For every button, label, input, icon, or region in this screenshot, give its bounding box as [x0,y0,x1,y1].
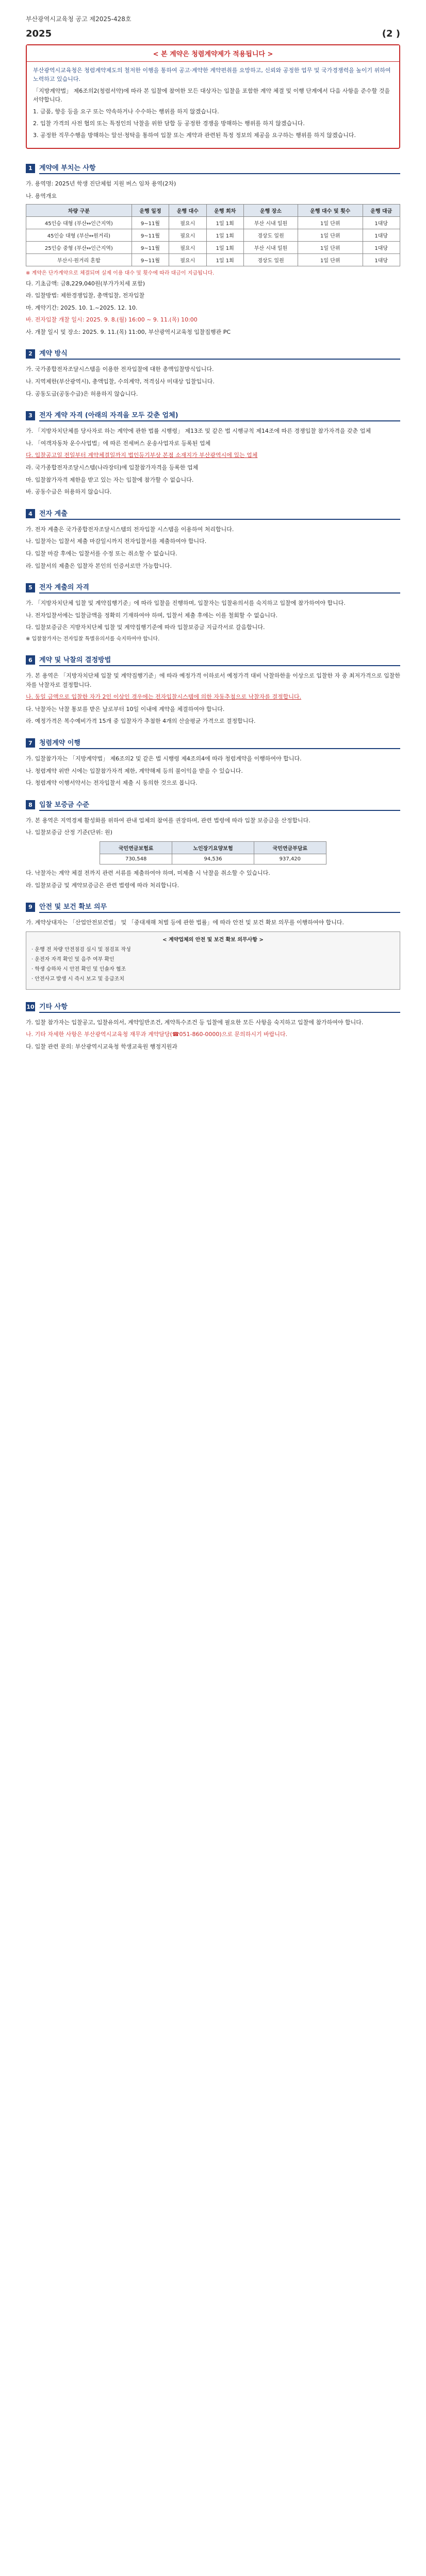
section-10-head [26,1001,400,1013]
s4-line3: 다. 입찰 마감 후에는 입찰서를 수정 또는 취소할 수 없습니다. [26,550,177,557]
s1-note1: ※ 계약은 단가계약으로 체결되며 실제 이용 대수 및 횟수에 따라 대금이 지급됩니다. [26,270,215,276]
s5-line3: 다. 입찰보증금은 지방자치단체 입찰 및 계약집행기준에 따라 입찰보증금 지급각서로 갈음합니다. [26,624,265,631]
section-number: 5 [26,583,35,592]
section-number: 6 [26,655,35,665]
table-cell: 필요시 [169,241,206,253]
section-number: 4 [26,509,35,518]
table-cell: 9~11월 [132,253,169,266]
box-item: · 운행 전 차량 안전점검 실시 및 점검표 작성 [31,946,131,953]
s9-line1: 가. 계약상대자는 「산업안전보건법」 및 「중대재해 처벌 등에 관한 법률」에 따라 안전 및 보건 확보 의무를 이행하여야 합니다. [26,919,344,926]
table-header: 운행 회차 [206,204,243,216]
section-1-head [26,162,400,174]
section-number: 7 [26,738,35,748]
s1-line2: 나. 용역개요 [26,192,57,199]
table-row [26,229,400,241]
table-header-row [26,204,400,216]
s4-line2: 나. 입찰자는 입찰서 제출 마감일시까지 전자입찰서를 제출하여야 합니다. [26,538,207,545]
s7-line1: 가. 입찰참가자는 「지방계약법」 제6조의2 및 같은 법 시행령 제4조의4에 따라 청렴계약을 이행하여야 합니다. [26,755,302,762]
notice-p1: 부산광역시교육청은 청렴계약제도의 철저한 이행을 통하여 공고·계약한 계약편취를 요망하고, 신뢰와 공정한 업무 및 국가경쟁력을 높이기 위하여 노력하고 있습니다. [33,67,391,83]
s8-line3: 다. 낙찰자는 계약 체결 전까지 관련 서류를 제출하여야 하며, 미제출 시 낙찰을 취소할 수 있습니다. [26,869,270,876]
table-cell: 1대당 [363,253,400,266]
table-header: 노인장기요양보험 [172,841,254,854]
section-title: 안전 및 보건 확보 의무 [39,901,400,913]
table-cell: 1일 1회 [206,216,243,229]
table-row [26,241,400,253]
section-number: 9 [26,903,35,912]
table-header: 운행 일정 [132,204,169,216]
table-cell: 9~11월 [132,216,169,229]
section-title: 전자 계약 자격 (아래의 자격을 모두 갖춘 업체) [39,410,400,421]
insurance-table [100,841,326,865]
section-number: 3 [26,411,35,420]
table-cell: 730,548 [100,854,172,864]
box-item: · 학생 승하차 시 안전 확인 및 인솔자 협조 [31,966,126,972]
section-1 [26,162,400,336]
section-2 [26,348,400,398]
s5-note1: ※ 입찰참가자는 전자입찰 특별유의서를 숙지하여야 합니다. [26,636,160,642]
service-table [26,204,400,266]
table-cell: 경상도 일원 [243,253,298,266]
table-cell: 45인승 대형 (부산↔인근지역) [26,216,132,229]
s4-line1: 가. 전자 계출은 국가종합전자조달시스템의 전자입찰 시스템을 이용하여 처리합니다. [26,526,234,533]
table-cell: 1일 1회 [206,241,243,253]
table-cell: 937,420 [254,854,326,864]
table-cell: 1일 단위 [298,229,363,241]
section-9 [26,901,400,990]
section-6-head [26,654,400,666]
table-header: 운행 장소 [243,204,298,216]
section-title: 계약 및 낙찰의 결정방법 [39,654,400,666]
s7-line2: 나. 청렴계약 위반 시에는 입찰참가자격 제한, 계약해제 등의 불이익을 받을 수 있습니다. [26,767,243,774]
section-number: 10 [26,1002,35,1011]
s1-line7: 사. 개찰 일시 및 장소: 2025. 9. 11.(목) 11:00, 부산광역시교육청 입찰집행관 PC [26,328,231,335]
table-header: 운행 대금 [363,204,400,216]
agency-line: 부산광역시교육청 공고 제2025-428호 [26,15,132,23]
s3-line2: 나. 「여객자동차 운수사업법」에 따른 전세버스 운송사업자로 등록된 업체 [26,439,211,447]
s6-line2: 나. 동일 금액으로 입찰한 자가 2인 이상인 경우에는 전자입찰시스템에 의한 자동추첨으로 낙찰자를 결정합니다. [26,693,302,701]
table-cell: 필요시 [169,229,206,241]
s1-line5: 마. 계약기간: 2025. 10. 1.~2025. 12. 10. [26,304,138,311]
section-5 [26,582,400,643]
s6-line4: 라. 예정가격은 복수예비가격 15개 중 입찰자가 추첨한 4개의 산술평균 가격으로 결정합니다. [26,718,256,725]
s1-line1: 가. 용역명: 2025년 학생 진단체험 지원 버스 임차 용역(2차) [26,180,176,188]
s8-line4: 라. 입찰보증금 및 계약보증금은 관련 법령에 따라 처리합니다. [26,882,179,889]
table-cell: 1일 단위 [298,216,363,229]
table-row [26,253,400,266]
section-title: 전자 계출의 자격 [39,582,400,594]
table-cell: 1대당 [363,229,400,241]
table-cell: 9~11월 [132,241,169,253]
s2-line1: 가. 국가종합전자조달시스템을 이용한 전자입찰에 대한 총액입찰방식입니다. [26,366,214,373]
s3-line3: 다. 입찰공고일 전일부터 계약체결일까지 법인등기부상 본점 소재지가 부산광역시에 있는 업체 [26,452,258,459]
table-header: 국민연금부담료 [254,841,326,854]
table-cell: 경상도 일원 [243,229,298,241]
table-cell: 1일 1회 [206,229,243,241]
s2-line3: 다. 공동도급(공동수급)은 허용하지 않습니다. [26,390,138,397]
s2-line2: 나. 지역제한(부산광역시), 총액입찰, 수의계약, 적격심사 미대상 입찰입니다. [26,378,215,385]
section-5-head [26,582,400,594]
notice-title: < 본 계약은 청렴계약제가 적용됩니다 > [27,45,399,62]
section-4-head [26,508,400,520]
table-row [100,854,326,864]
s5-line1: 가. 「지방자치단체 입찰 및 계약집행기준」에 따라 입찰을 진행하며, 입찰자는 입찰유의서를 숙지하고 입찰에 참가하여야 합니다. [26,600,346,607]
section-4 [26,508,400,570]
year: 2025 [26,28,52,39]
title-row [19,28,407,39]
s3-line1: 가. 「지방자치단체를 당사자로 하는 계약에 관한 법률 시행령」 제13조 및 같은 법 시행규칙 제14조에 따른 경쟁입찰 참가자격을 갖춘 업체 [26,428,371,435]
s3-line4: 라. 국가종합전자조달시스템(나라장터)에 입찰참가자격을 등록한 업체 [26,464,199,471]
section-title: 청렴계약 이행 [39,737,400,749]
s1-line3: 다. 기초금액: 금8,229,040원(부가가치세 포함) [26,280,145,287]
integrity-notice-box [26,44,400,149]
s3-line6: 바. 공동수급은 허용하지 않습니다. [26,488,112,496]
s10-line3: 다. 입찰 관련 문의: 부산광역시교육청 학생교육원 행정지원과 [26,1043,177,1050]
s1-line4: 라. 입찰방법: 제한경쟁입찰, 총액입찰, 전자입찰 [26,292,145,299]
section-title: 전자 계출 [39,508,400,520]
table-cell: 1일 단위 [298,253,363,266]
section-title: 계약 방식 [39,348,400,360]
notice-p4: 2. 입찰 가격의 사전 협의 또는 특정인의 낙찰을 위한 담합 등 공정한 경쟁을 방해하는 행위를 하지 않겠습니다. [33,120,305,127]
table-header: 운행 대수 및 횟수 [298,204,363,216]
notice-number: (2 ) [382,28,400,39]
table-cell: 1대당 [363,241,400,253]
table-cell: 9~11월 [132,229,169,241]
table-cell: 필요시 [169,216,206,229]
section-3-head [26,410,400,421]
safety-duty-box [26,931,400,990]
section-number: 8 [26,800,35,809]
section-9-head [26,901,400,913]
table-header: 차량 구분 [26,204,132,216]
table-header-row [100,841,326,854]
section-8 [26,799,400,890]
notice-body [27,62,399,148]
table-row [26,216,400,229]
box-title: < 계약업체의 안전 및 보건 확보 의무사항 > [162,937,264,943]
table-cell: 필요시 [169,253,206,266]
section-number: 1 [26,164,35,173]
table-cell: 부산 시내 일원 [243,241,298,253]
s1-line6: 바. 전자입찰 개찰 일시: 2025. 9. 8.(월) 16:00 ~ 9. 11.(목) 10:00 [26,316,198,324]
s5-line2: 나. 전자입찰서에는 입찰금액을 정확히 기재하여야 하며, 입찰서 제출 후에는 이를 철회할 수 없습니다. [26,612,278,619]
table-cell: 25인승 중형 (부산↔인근지역) [26,241,132,253]
s6-line3: 다. 낙찰자는 낙찰 통보를 받은 날로부터 10일 이내에 계약을 체결하여야 합니다. [26,705,225,713]
table-cell: 부산시·원거리 혼합 [26,253,132,266]
notice-p3: 1. 금품, 향응 등을 요구 또는 약속하거나 수수하는 행위를 하지 않겠습니다. [33,108,219,115]
section-8-head [26,799,400,811]
section-7 [26,737,400,788]
s8-line2: 나. 입찰보증금 산정 기준(단위: 원) [26,829,112,836]
section-title: 계약에 부치는 사항 [39,162,400,174]
table-cell: 1일 1회 [206,253,243,266]
notice-p2: 「지방계약법」 제6조의2(청렴서약)에 따라 본 입찰에 참여한 모든 대상자는 입찰을 포함한 계약 체결 및 이행 단계에서 다음 사항을 준수할 것을 서약합니다. [33,88,390,104]
table-cell: 45인승 대형 (부산↔원거리) [26,229,132,241]
table-cell: 1대당 [363,216,400,229]
table-header: 국민연금보험료 [100,841,172,854]
table-header: 운행 대수 [169,204,206,216]
section-7-head [26,737,400,749]
section-3 [26,410,400,497]
section-title: 입찰 보증금 수준 [39,799,400,811]
table-cell: 1일 단위 [298,241,363,253]
section-10 [26,1001,400,1052]
s8-line1: 가. 본 용역은 지역경제 활성화를 위하여 관내 업체의 참여를 권장하며, 관련 법령에 따라 입찰 보증금을 산정합니다. [26,817,310,824]
section-2-head [26,348,400,360]
table-cell: 부산 시내 일원 [243,216,298,229]
section-number: 2 [26,349,35,359]
table-cell: 94,536 [172,854,254,864]
box-item: · 안전사고 발생 시 즉시 보고 및 응급조치 [31,976,124,982]
s10-line2: 나. 기타 자세한 사항은 부산광역시교육청 재무과 계약담당(☎051-860-0000)으로 문의하시기 바랍니다. [26,1031,288,1038]
s6-line1: 가. 본 용역은 「지방자치단체 입찰 및 계약집행기준」에 따라 예정가격 이하로서 예정가격 대비 낙찰하한율 이상으로 입찰한 자 중 최저가격으로 입찰한 자를 낙찰자로 결정합니다. [26,672,400,688]
section-title: 기타 사항 [39,1001,400,1013]
s7-line3: 다. 청렴계약 이행서약서는 전자입찰서 제출 시 동의한 것으로 봅니다. [26,779,198,787]
section-6 [26,654,400,726]
notice-p5: 3. 공정한 직무수행을 방해하는 알선·청탁을 통하여 입찰 또는 계약과 관련된 특정 정보의 제공을 요구하는 행위를 하지 않겠습니다. [33,132,356,139]
box-item: · 운전자 자격 확인 및 음주 여부 확인 [31,956,114,962]
s10-line1: 가. 입찰 참가자는 입찰공고, 입찰유의서, 계약일반조건, 계약특수조건 등 입찰에 필요한 모든 사항을 숙지하고 입찰에 참가하여야 합니다. [26,1019,364,1026]
s4-line4: 라. 입찰서의 제출은 입찰자 본인의 인증서로만 가능합니다. [26,562,172,569]
s3-line5: 마. 입찰참가자격 제한을 받고 있는 자는 입찰에 참가할 수 없습니다. [26,476,194,483]
